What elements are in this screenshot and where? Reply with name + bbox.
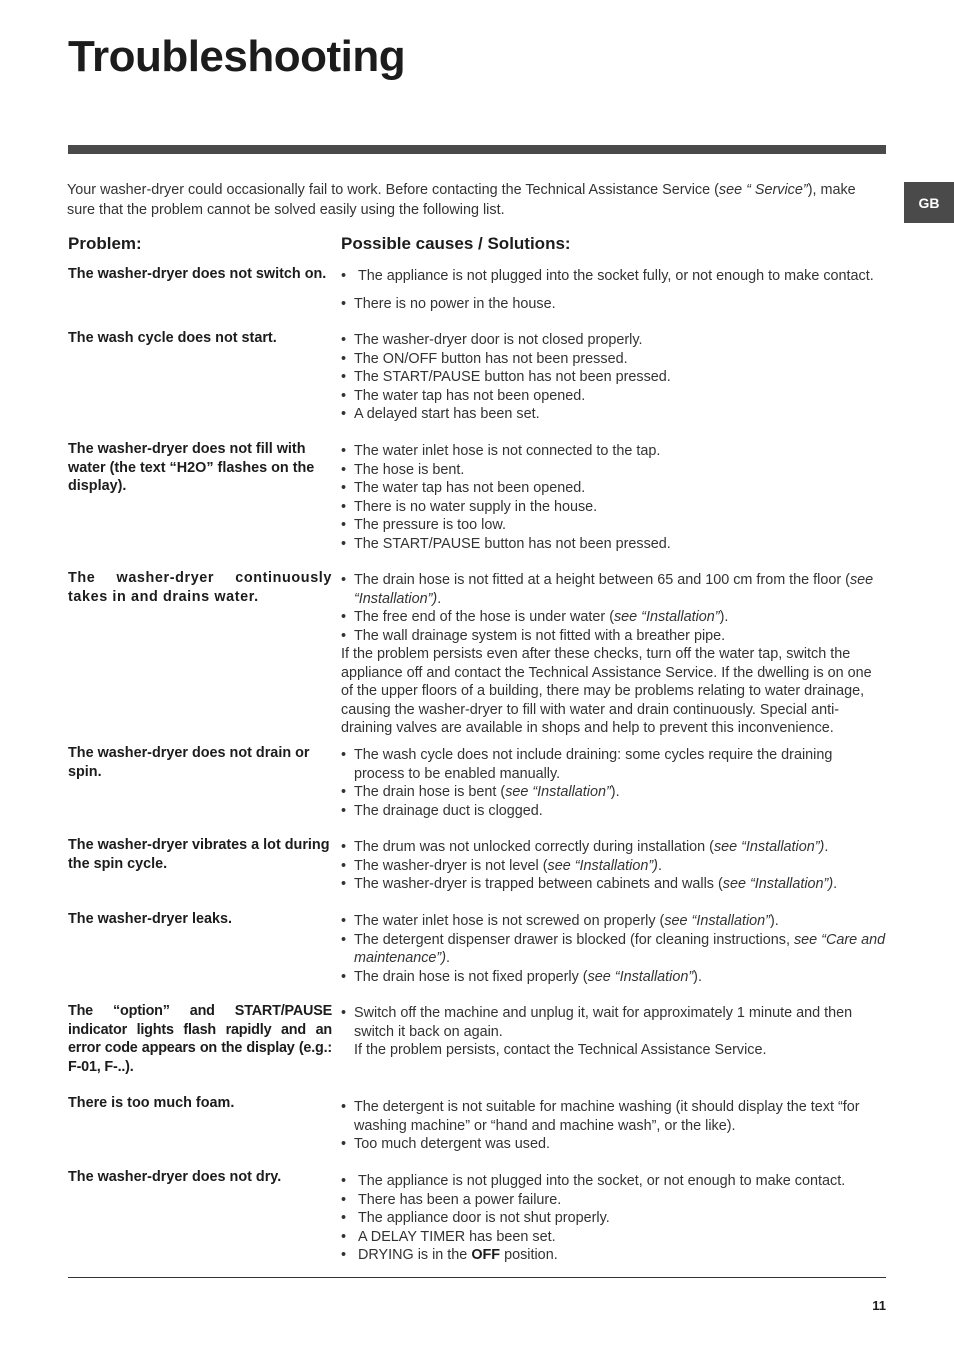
solution-item: • The START/PAUSE button has not been pressed. xyxy=(341,369,671,385)
solutions-wash-cycle xyxy=(341,331,886,424)
solution-item: • A DELAY TIMER has been set. xyxy=(341,1228,556,1245)
page-number: 11 xyxy=(872,1298,886,1313)
problem-leaks: The washer-dryer leaks. xyxy=(68,911,232,927)
solution-item: • The drainage duct is clogged. xyxy=(341,802,543,819)
solutions-drain-spin xyxy=(341,746,886,820)
problem-error-code: The “option” and START/PAUSE indicator lights flash rapidly and an error code appears on the display (e.g.: F-01, F-..). xyxy=(68,1003,332,1075)
problem-vibrates: The washer-dryer vibrates a lot during the spin cycle. xyxy=(68,837,330,872)
solutions-foam xyxy=(341,1098,886,1154)
solution-item: • There has been a power failure. xyxy=(341,1191,562,1208)
solution-item: • The drain hose is not fixed properly (see “Installation”). xyxy=(341,968,702,985)
problem-not-dry: The washer-dryer does not dry. xyxy=(68,1169,282,1185)
solution-item: • The pressure is too low. xyxy=(341,517,506,533)
problem-wash-cycle: The wash cycle does not start. xyxy=(68,330,277,346)
solution-item: • The detergent dispenser drawer is blocked (for cleaning instructions, see “Care and maintenance”). xyxy=(341,931,886,966)
solution-item: • The appliance door is not shut properly. xyxy=(341,1210,610,1226)
intro-reference: see “ Service” xyxy=(718,182,808,198)
solutions-column-heading: Possible causes / Solutions: xyxy=(341,234,571,253)
intro-paragraph xyxy=(67,180,885,220)
problem-drain-spin: The washer-dryer does not drain or spin. xyxy=(68,745,310,780)
solution-item: • The water inlet hose is not connected to the tap. xyxy=(341,443,661,459)
solution-item: • The wash cycle does not include draining: some cycles require the draining process to be enabled manually. xyxy=(341,747,833,782)
solutions-error-code xyxy=(341,1004,886,1060)
solutions-drains-water xyxy=(341,571,886,738)
solution-item: • The water tap has not been opened. xyxy=(341,387,586,404)
solution-item: • The water inlet hose is not screwed on properly (see “Installation”). xyxy=(341,913,779,929)
solution-item: • The free end of the hose is under water (see “Installation”). xyxy=(341,609,729,625)
solutions-not-dry xyxy=(341,1172,886,1265)
solution-item: • The hose is bent. xyxy=(341,461,465,478)
solution-item: • The appliance is not plugged into the socket, or not enough to make contact. xyxy=(341,1173,846,1189)
solution-item: • DRYING is in the OFF position. xyxy=(341,1247,558,1263)
problem-column-heading: Problem: xyxy=(68,234,142,253)
footer-rule xyxy=(68,1277,886,1278)
solution-note: If the problem persists even after these checks, turn off the water tap, switch the appliance off and contact the Technical Assistance Service. If the dwelling is on one of the upper floors of a building, there may be problems relating to water drainage, causing the washer-dryer to fill with water and drain continuously. Special anti-draining valves are available in shops and help to prevent this inconvenience. xyxy=(341,646,872,736)
solution-item: • The detergent is not suitable for machine washing (it should display the text “for washing machine” or “hand and machine wash”, or the like). xyxy=(341,1099,860,1134)
solutions-switch-on xyxy=(341,267,886,313)
solution-item: • The START/PAUSE button has not been pressed. xyxy=(341,535,671,552)
problem-fill-water: The washer-dryer does not fill with water (the text “H2O” flashes on the display). xyxy=(68,441,315,494)
solution-item: • The drain hose is not fitted at a height between 65 and 100 cm from the floor (see “Installation”). xyxy=(341,572,874,607)
solution-item: • The water tap has not been opened. xyxy=(341,480,586,496)
language-badge: GB xyxy=(904,182,954,223)
solution-item: • There is no power in the house. xyxy=(341,295,556,312)
solutions-leaks xyxy=(341,912,886,986)
solutions-fill-water xyxy=(341,442,886,553)
solution-item: • The washer-dryer is not level (see “Installation”). xyxy=(341,857,662,874)
problem-switch-on: The washer-dryer does not switch on. xyxy=(68,266,327,282)
page-title: Troubleshooting xyxy=(68,32,406,81)
solution-item: • The washer-dryer is trapped between cabinets and walls (see “Installation”). xyxy=(341,876,838,892)
solution-note: If the problem persists, contact the Technical Assistance Service. xyxy=(354,1042,767,1058)
header-rule xyxy=(68,145,886,154)
solutions-vibrates xyxy=(341,838,886,894)
solution-item: • Switch off the machine and unplug it, wait for approximately 1 minute and then switch it back on again. xyxy=(341,1005,853,1040)
intro-text-end: ), make sure that the problem cannot be solved easily using the following list. xyxy=(67,182,856,218)
solution-item: • A delayed start has been set. xyxy=(341,406,540,422)
problem-drains-water: The washer-dryer continuously takes in and drains water. xyxy=(68,570,332,605)
solution-item: • The wall drainage system is not fitted with a breather pipe. xyxy=(341,627,726,644)
solution-item: • The appliance is not plugged into the socket fully, or not enough to make contact. xyxy=(341,268,874,284)
solution-item: • Too much detergent was used. xyxy=(341,1136,550,1152)
solution-item: • The washer-dryer door is not closed properly. xyxy=(341,332,643,348)
solution-item: • The ON/OFF button has not been pressed. xyxy=(341,350,628,367)
solution-item: • There is no water supply in the house. xyxy=(341,498,598,515)
problem-foam: There is too much foam. xyxy=(68,1095,235,1111)
intro-text: Your washer-dryer could occasionally fail to work. Before contacting the Technical Assistance Service ( xyxy=(67,182,719,198)
solution-item: • The drum was not unlocked correctly during installation (see “Installation”). xyxy=(341,839,829,855)
solution-item: • The drain hose is bent (see “Installation”). xyxy=(341,784,620,800)
